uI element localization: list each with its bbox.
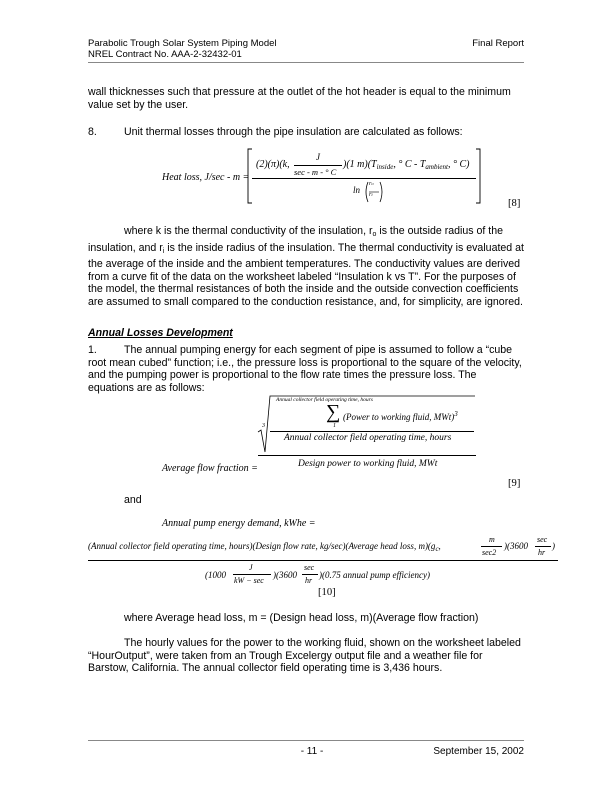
item-1-number: 1. (88, 344, 97, 356)
eq9-sum-term: (Power to working fluid, MWt)$^3$ (343, 410, 458, 422)
intro-paragraph: wall thicknesses such that pressure at the outlet of the hot header is equal to the minimum value set by the user. (88, 86, 511, 111)
eq8-ro: ro (369, 181, 374, 187)
eq9-inner-denominator: Annual collector field operating time, hours (284, 433, 452, 443)
item-8-text: Unit thermal losses through the pipe insulation are calculated as follows: (124, 126, 463, 138)
eq10-denominator-hr: hr (305, 576, 313, 585)
eq10-j-fraction-line (233, 574, 271, 575)
item-1-text: The annual pumping energy for each segment of pipe is assumed to follow a “cube root mean cubed” function; i.e., the pressure loss is proportional to the square of the velocity, and the pumping power is proportional to the flow rate times the pressure loss. The equations are as follows: (88, 344, 522, 394)
eq9-lhs: Average flow fraction = (162, 463, 258, 474)
eq10-denominator-j: J (249, 563, 253, 572)
eq8-main-fraction-line (252, 178, 476, 179)
item-8-number: 8. (88, 126, 97, 138)
eq10-numerator-m: m (489, 535, 495, 544)
eq10-numerator-hr: hr (538, 548, 546, 557)
hourly-values-paragraph: The hourly values for the power to the working fluid, shown on the worksheet labeled “HourOutput”, were taken from an Trough Excelergy output file and a weather file for Barstow, California. The annual collector field operating time is 3,436 hours. (88, 637, 521, 675)
eq10-numerator-sec2: sec2 (482, 548, 497, 557)
eq9-sum-symbol: ∑ (326, 401, 341, 423)
eq10-den-sec-fraction-line (302, 574, 318, 575)
footer-rule (88, 740, 524, 741)
eq10-numerator: (Annual collector field operating time, hours)(Design flow rate, kg/sec)(Average head loss, $m)(g_c$, (88, 541, 441, 553)
eq8-denominator-ln: ln (353, 185, 361, 195)
eq8-lhs: Heat loss, J/sec - m = (162, 172, 250, 183)
eq9-root-index: 3 (262, 423, 265, 429)
page-number: - 11 - (300, 746, 324, 757)
eq10-numerator-3600: )(3600 (504, 541, 528, 551)
eq10-denominator-kwsec: kW − sec (234, 576, 264, 585)
eq8-numerator-left: (2)(π)(k, (256, 159, 290, 170)
eq8-denominator-ratio (363, 181, 385, 203)
header-title: Parabolic Trough Solar System Piping Model (88, 38, 277, 49)
eq10-lhs: Annual pump energy demand, kWhe = (162, 518, 316, 529)
eq9-number: [9] (508, 478, 521, 489)
eq8-numerator-unit: sec - m - ° C (294, 167, 337, 177)
eq9-inner-fraction-line (270, 431, 474, 432)
eq10-main-fraction-line (88, 560, 558, 561)
header-rule (88, 62, 524, 63)
eq8-numerator-right: )(1 $m)(T_{inside}$, ° C - $T_{ambient}$, ° C) (343, 159, 470, 171)
eq8-unit-fraction-line (294, 165, 342, 166)
and-text: and (124, 494, 142, 506)
eq9-sum-lower-limit: 1 (333, 423, 336, 429)
thermal-conductivity-paragraph: where k is the thermal conductivity of the insulation, $r_o$ is the outside radius of the insulation, and $r_i$ is the inside radius of the insulation. The thermal conductivity is evaluated at the average of the inside and the ambient temperatures. The conductivity values are derived from a curve fit of the data on the worksheet labeled “Insulation k vs T”. For the purposes of the model, the thermal resistances of both the inside and the outside convection coefficients are assumed to small compared to the conduction resistance, and, for simplicity, are ignored. (88, 225, 524, 308)
eq10-numerator-close: ) (552, 541, 555, 551)
eq10-number: [10] (318, 587, 336, 598)
eq10-numerator-sec: sec (537, 535, 548, 544)
eq10-denominator-sec: sec (304, 563, 315, 572)
eq10-sec-fraction-line (535, 546, 551, 547)
eq8-ri: ri (369, 192, 373, 198)
eq9-denominator: Design power to working fluid, MWt (298, 459, 438, 469)
header-contract: NREL Contract No. AAA-2-32432-01 (88, 49, 242, 60)
header-report-type: Final Report (472, 38, 524, 49)
eq10-denominator-end: )(0.75 annual pump efficiency) (319, 570, 430, 580)
eq8-numerator-j: J (316, 152, 320, 162)
eq10-denominator-1000: (1000 (205, 570, 226, 580)
eq8-number: [8] (508, 198, 521, 209)
eq10-m-fraction-line (481, 546, 502, 547)
eq10-denominator-3600: )(3600 (273, 570, 297, 580)
head-loss-paragraph: where Average head loss, m = (Design head loss, m)(Average flow fraction) (124, 612, 479, 624)
section-heading: Annual Losses Development (88, 327, 233, 339)
footer-date: September 15, 2002 (433, 746, 524, 757)
eq9-radical (256, 394, 476, 456)
eq9-main-fraction-line (258, 455, 476, 456)
eq9-sum-upper-limit: Annual collector field operating time, hours (276, 397, 373, 403)
